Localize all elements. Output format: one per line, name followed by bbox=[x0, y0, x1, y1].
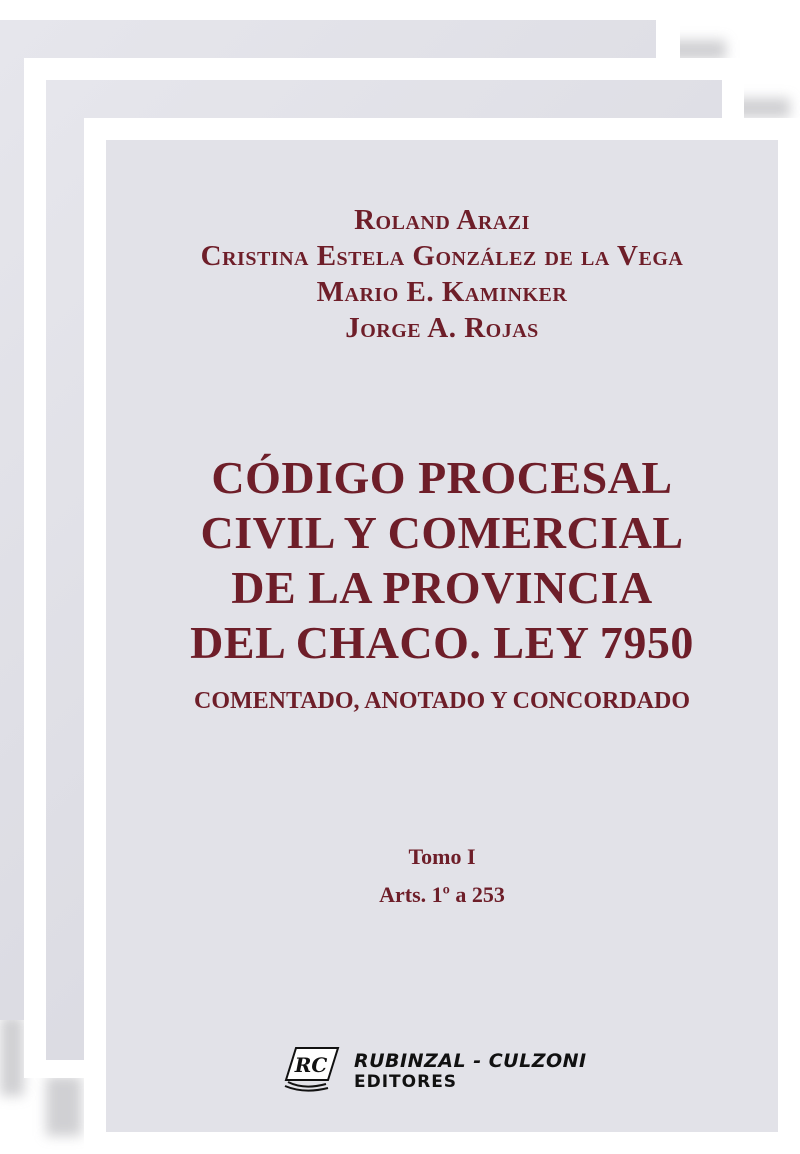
title-line: CIVIL Y COMERCIAL bbox=[200, 507, 684, 558]
volume-label: Tomo I bbox=[408, 844, 476, 869]
title-line: DEL CHACO. LEY 7950 bbox=[190, 617, 694, 668]
publisher-block bbox=[282, 1044, 622, 1100]
author-name: Roland Arazi bbox=[354, 204, 530, 236]
book-shadow bbox=[46, 1076, 82, 1136]
author-name: Mario E. Kaminker bbox=[316, 276, 568, 308]
author-name: Jorge A. Rojas bbox=[345, 312, 539, 344]
book-title bbox=[106, 450, 778, 670]
title-line: CÓDIGO PROCESAL bbox=[211, 452, 673, 503]
cover-face bbox=[106, 140, 778, 1132]
book-subtitle: COMENTADO, ANOTADO Y CONCORDADO bbox=[194, 688, 690, 714]
publisher-name: RUBINZAL - CULZONI bbox=[354, 1050, 587, 1072]
book-shadow bbox=[0, 1016, 24, 1096]
volume-info bbox=[106, 838, 778, 914]
publisher-logo-text: RC bbox=[294, 1053, 328, 1077]
title-line: DE LA PROVINCIA bbox=[231, 562, 653, 613]
publisher-logo-icon bbox=[282, 1044, 342, 1092]
authors-list bbox=[106, 202, 778, 346]
author-name: Cristina Estela González de la Vega bbox=[200, 240, 684, 272]
publisher-sub: EDITORES bbox=[354, 1072, 458, 1092]
articles-range: Arts. 1º a 253 bbox=[379, 882, 505, 907]
front-book-cover bbox=[84, 118, 800, 1154]
